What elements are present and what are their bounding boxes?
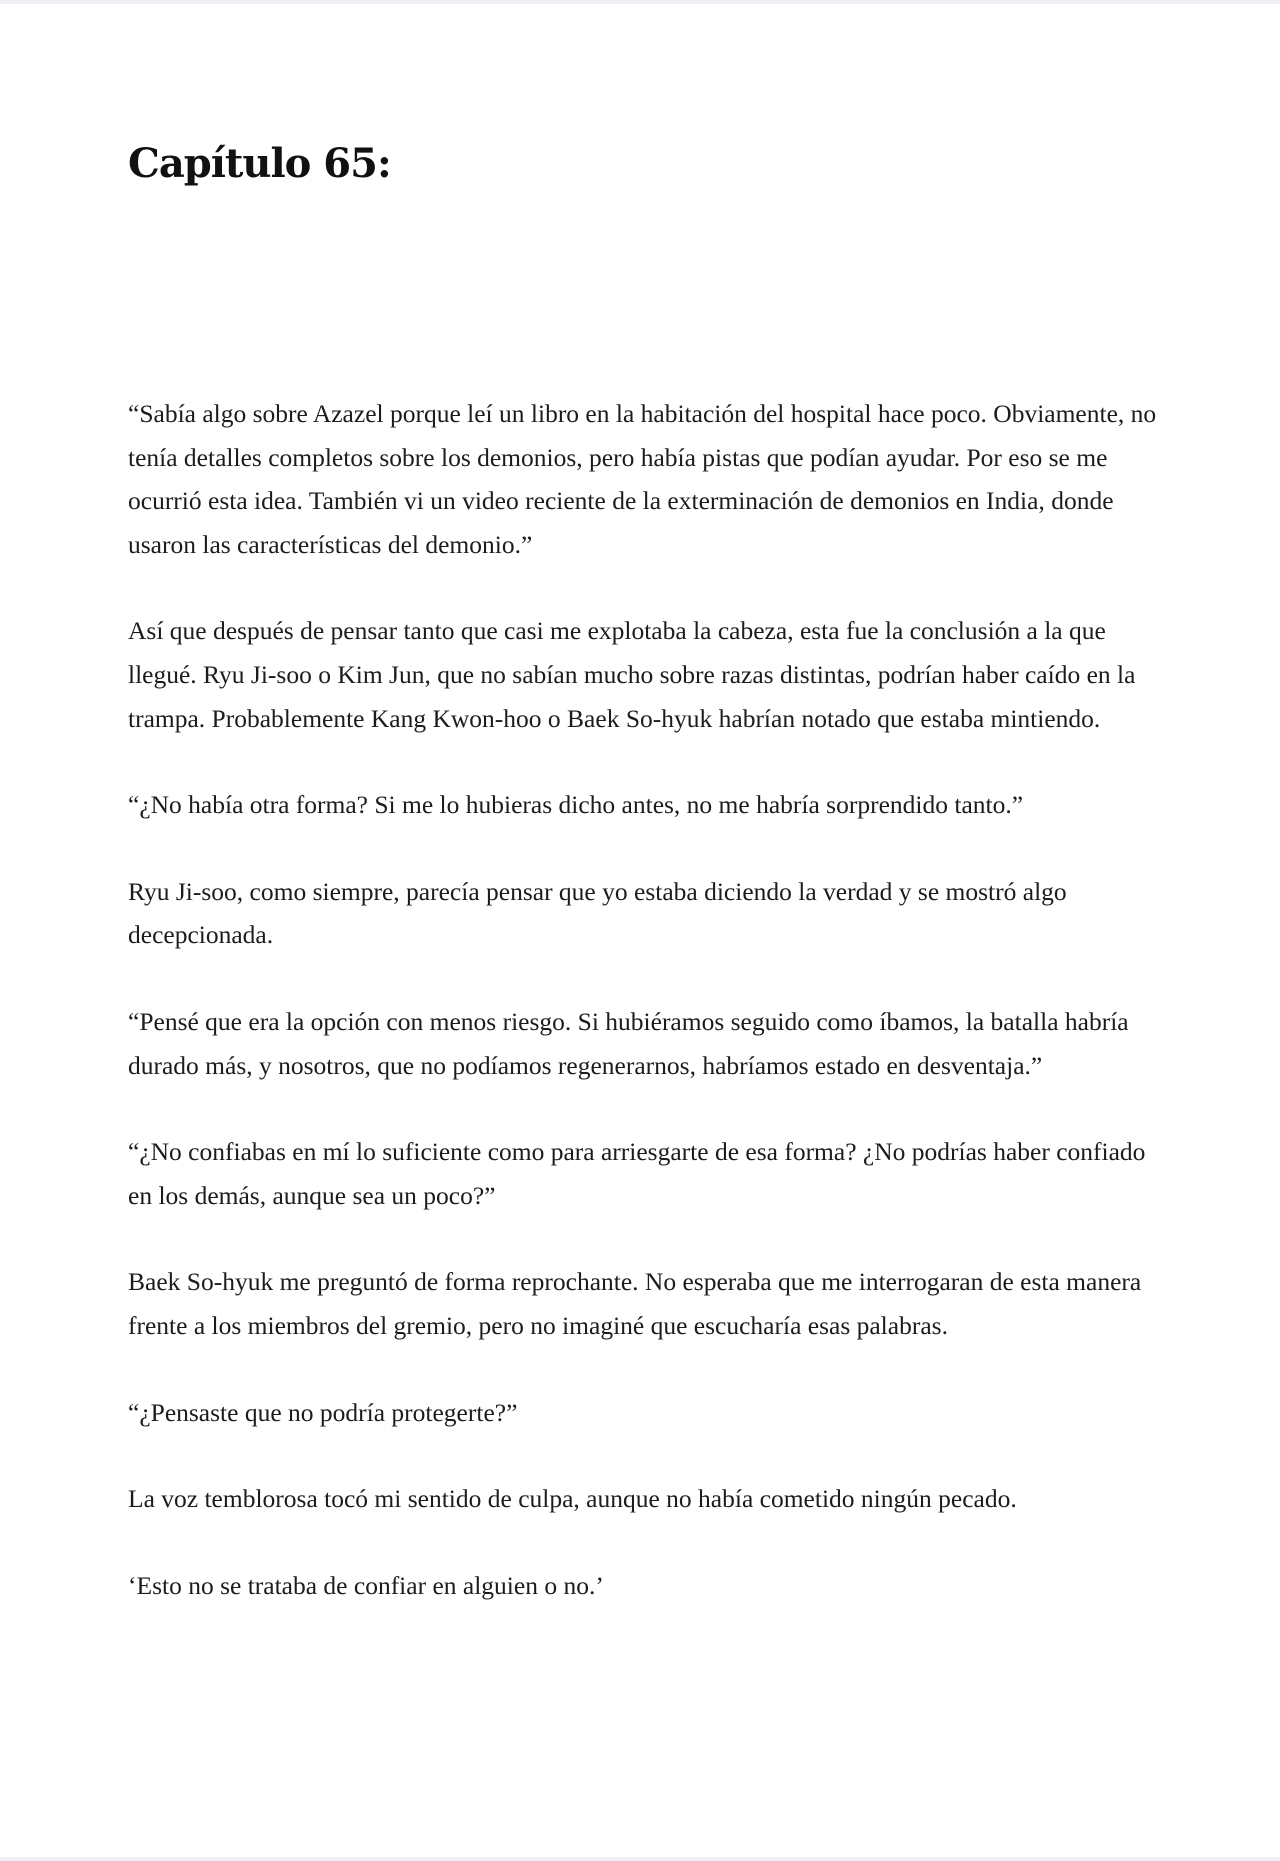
paragraph: “¿No había otra forma? Si me lo hubieras dicho antes, no me habría sorprendido tanto.” [128, 790, 1024, 820]
paragraph: ‘Esto no se trataba de confiar en alguien o no.’ [128, 1570, 604, 1600]
paragraph: “¿Pensaste que no podría protegerte?” [128, 1397, 518, 1427]
document-page [0, 4, 1280, 1857]
paragraph: La voz temblorosa tocó mi sentido de culpa, aunque no había cometido ningún pecado. [128, 1484, 1017, 1514]
paragraph: “¿No confiabas en mí lo suficiente como para arriesgarte de esa forma? ¿No podrías haber confiado en los demás, aunque sea un poco?” [128, 1137, 1146, 1210]
paragraph: Baek So-hyuk me preguntó de forma reprochante. No esperaba que me interrogaran de esta manera frente a los miembros del gremio, pero no imaginé que escucharía esas palabras. [128, 1267, 1142, 1340]
paragraph: Ryu Ji-soo, como siempre, parecía pensar que yo estaba diciendo la verdad y se mostró algo decepcionada. [128, 876, 1067, 950]
paragraph: “Sabía algo sobre Azazel porque leí un libro en la habitación del hospital hace poco. Obviamente, no tenía detalles completos sobre los demonios, pero había pistas que podían ayudar. Por eso se me ocurrió esta idea. También vi un video reciente de la exterminación de demonios en India, donde usaron las características del demonio.” [128, 399, 1157, 559]
paragraph: “Pensé que era la opción con menos riesgo. Si hubiéramos seguido como íbamos, la batalla habría durado más, y nosotros, que no podíamos regenerarnos, habríamos estado en desventaja.” [128, 1006, 1129, 1080]
chapter-body [128, 392, 1168, 1650]
paragraph: Así que después de pensar tanto que casi me explotaba la cabeza, esta fue la conclusión a la que llegué. Ryu Ji-soo o Kim Jun, que no sabían mucho sobre razas distintas, podrían haber caído en la trampa. Probablemente Kang Kwon-hoo o Baek So-hyuk habrían notado que estaba mintiendo. [128, 616, 1136, 733]
chapter-title: Capítulo 65: [128, 140, 391, 187]
